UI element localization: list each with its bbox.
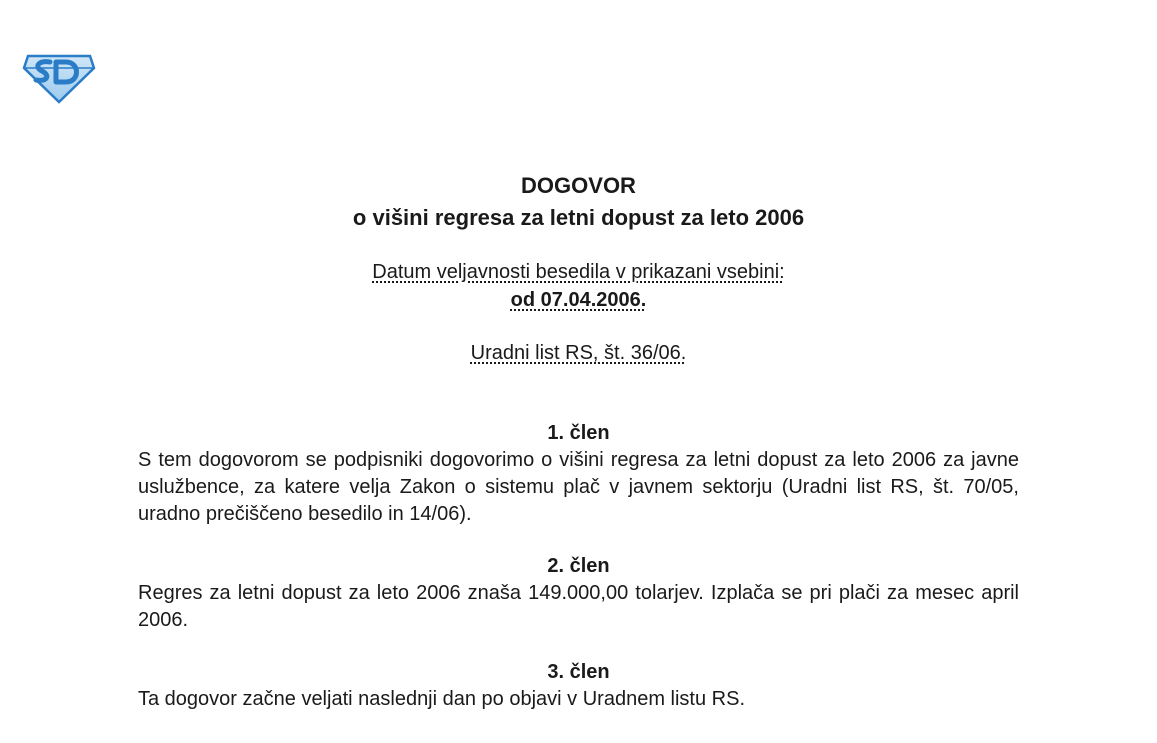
validity-date-link[interactable]: od 07.04.2006. [510,289,647,311]
article-text: S tem dogovorom se podpisniki dogovorimo o višini regresa za letni dopust za leto 2006 za javne uslužbence, za katere velja Zakon o sistemu plač v javnem sektorju (Uradni list RS, št. 70/05, uradno prečiščeno besedilo in 14/06). [138,449,1019,525]
article-3 [138,659,1019,713]
sd-logo-icon [22,50,96,104]
article-text: Regres za letni dopust za leto 2006 znaša 149.000,00 tolarjev. Izplača se pri plači za mesec april 2006. [138,582,1019,631]
article-heading: 3. člen [547,661,610,683]
title-line-2: o višini regresa za letni dopust za leto 2006 [352,205,805,230]
article-heading: 1. člen [547,422,610,444]
validity-label-link[interactable]: Datum veljavnosti besedila v prikazani vsebini: [372,261,785,283]
article-text: Ta dogovor začne veljati naslednji dan po objavi v Uradnem listu RS. [138,688,746,710]
document-body [138,420,1019,738]
gazette-link[interactable]: Uradni list RS, št. 36/06. [470,342,687,364]
document-title [0,170,1157,234]
article-2 [138,553,1019,634]
gazette-reference [0,339,1157,367]
article-heading: 2. člen [547,555,610,577]
article-1 [138,420,1019,528]
validity-info [0,258,1157,314]
title-line-1: DOGOVOR [521,173,636,198]
